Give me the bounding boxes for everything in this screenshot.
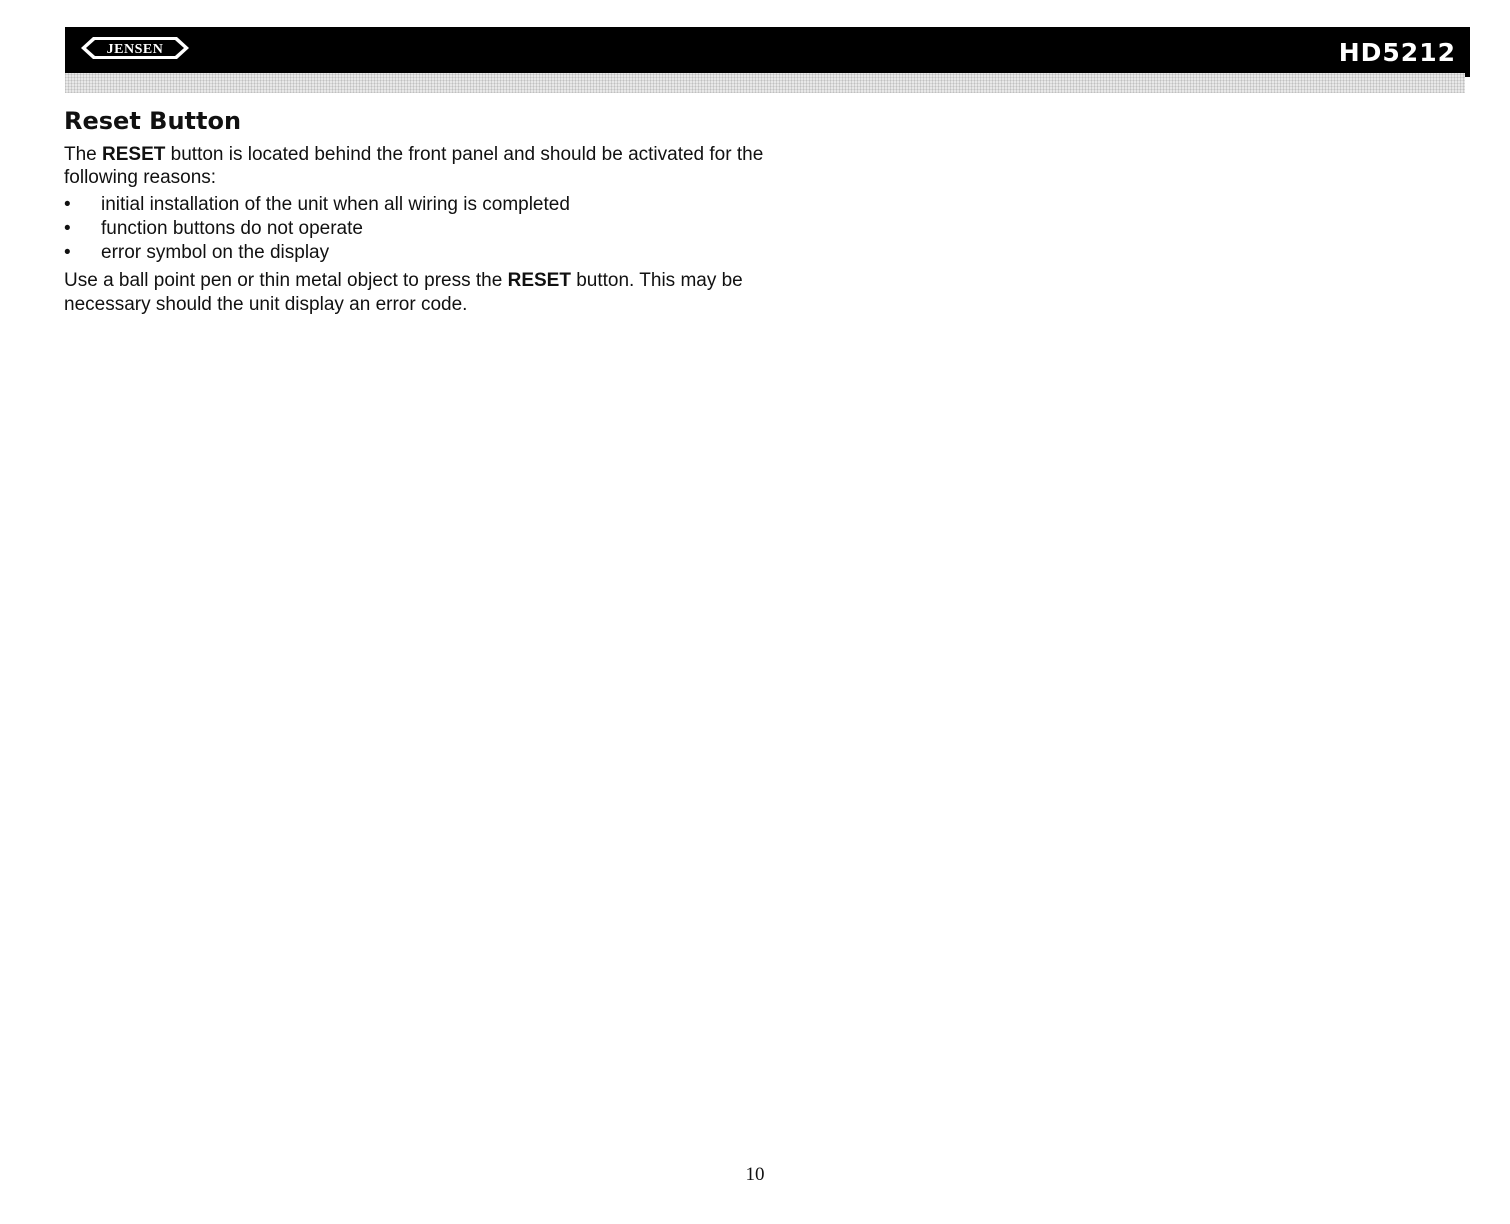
list-item: [64, 193, 764, 217]
instruction-text-before: Use a ball point pen or thin metal object to press the: [64, 270, 508, 291]
bullet-icon: •: [64, 242, 71, 263]
section-content: [64, 105, 764, 317]
reasons-list: [64, 193, 764, 265]
list-item-text: function buttons do not operate: [101, 218, 363, 239]
list-item-text: error symbol on the display: [101, 242, 330, 263]
intro-text-before: The: [64, 144, 103, 165]
intro-text-after: button is located behind the front panel and should be activated for the following reasons:: [64, 144, 764, 188]
instruction-reset-keyword: RESET: [507, 270, 571, 291]
intro-reset-keyword: RESET: [102, 144, 166, 165]
jensen-logo: [79, 34, 191, 62]
list-item: [64, 241, 764, 265]
bullet-icon: •: [64, 218, 71, 239]
instruction-paragraph: [64, 269, 764, 317]
jensen-logo-text: JENSEN: [106, 42, 164, 57]
intro-paragraph: [64, 143, 764, 189]
page-number: 10: [745, 1164, 765, 1185]
header-bar: [65, 27, 1470, 77]
model-number: HD5212: [1338, 38, 1456, 67]
instruction-text-after: button. This may be necessary should the unit display an error code.: [64, 270, 743, 315]
header-stripe: [65, 73, 1465, 93]
list-item-text: initial installation of the unit when all wiring is completed: [101, 194, 570, 215]
list-item: [64, 217, 764, 241]
section-title: Reset Button: [64, 107, 242, 135]
bullet-icon: •: [64, 194, 71, 215]
